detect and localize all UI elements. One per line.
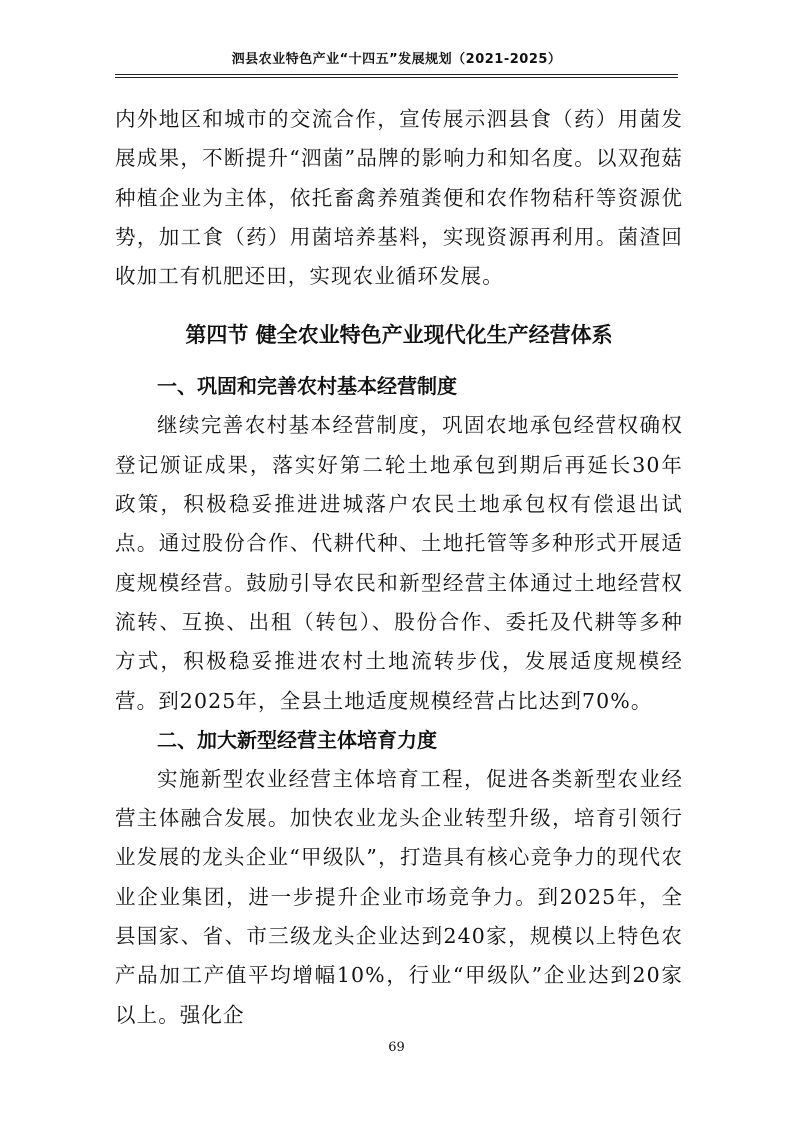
running-header: 泗县农业特色产业“十四五”发展规划（2021-2025）	[231, 52, 562, 67]
page-body	[115, 100, 683, 1035]
page-number: 69	[388, 1040, 405, 1055]
section-heading: 第四节 健全农业特色产业现代化生产经营体系	[185, 323, 613, 348]
subheading-basic-system: 一、巩固和完善农村基本经营制度	[157, 374, 457, 399]
header-rule	[115, 74, 678, 75]
header-rule-thin	[115, 77, 678, 78]
paragraph-new-entities: 实施新型农业经营主体培育工程，促进各类新型农业经营主体融合发展。加快农业龙头企业转型升级，培育引领行业发展的龙头企业“甲级队”，打造具有核心竞争力的现代农业企业集团，进一步提升企业市场竞争力。到2025年，全县国家、省、市三级龙头企业达到240家，规模以上特色农产品加工产值平均增幅10%，行业“甲级队”企业达到20家以上。强化企	[115, 766, 683, 1027]
paragraph-basic-system: 继续完善农村基本经营制度，巩固农地承包经营权确权登记颁证成果，落实好第二轮土地承包到期后再延长30年政策，积极稳妥推进进城落户农民土地承包权有偿退出试点。通过股份合作、代耕代种、土地托管等多种形式开展适度规模经营。鼓励引导农民和新型经营主体通过土地经营权流转、互换、出租（转包）、股份合作、委托及代耕等多种方式，积极稳妥推进农村土地流转步伐，发展适度规模经营。到2025年，全县土地适度规模经营占比达到70%。	[115, 413, 683, 713]
subheading-new-entities: 二、加大新型经营主体培育力度	[157, 727, 437, 752]
paragraph-continued: 内外地区和城市的交流合作，宣传展示泗县食（药）用菌发展成果，不断提升“泗菌”品牌的影响力和知名度。以双孢菇种植企业为主体，依托畜禽养殖粪便和农作物秸秆等资源优势，加工食（药）用菌培养基料，实现资源再利用。菌渣回收加工有机肥还田，实现农业循环发展。	[115, 107, 683, 289]
